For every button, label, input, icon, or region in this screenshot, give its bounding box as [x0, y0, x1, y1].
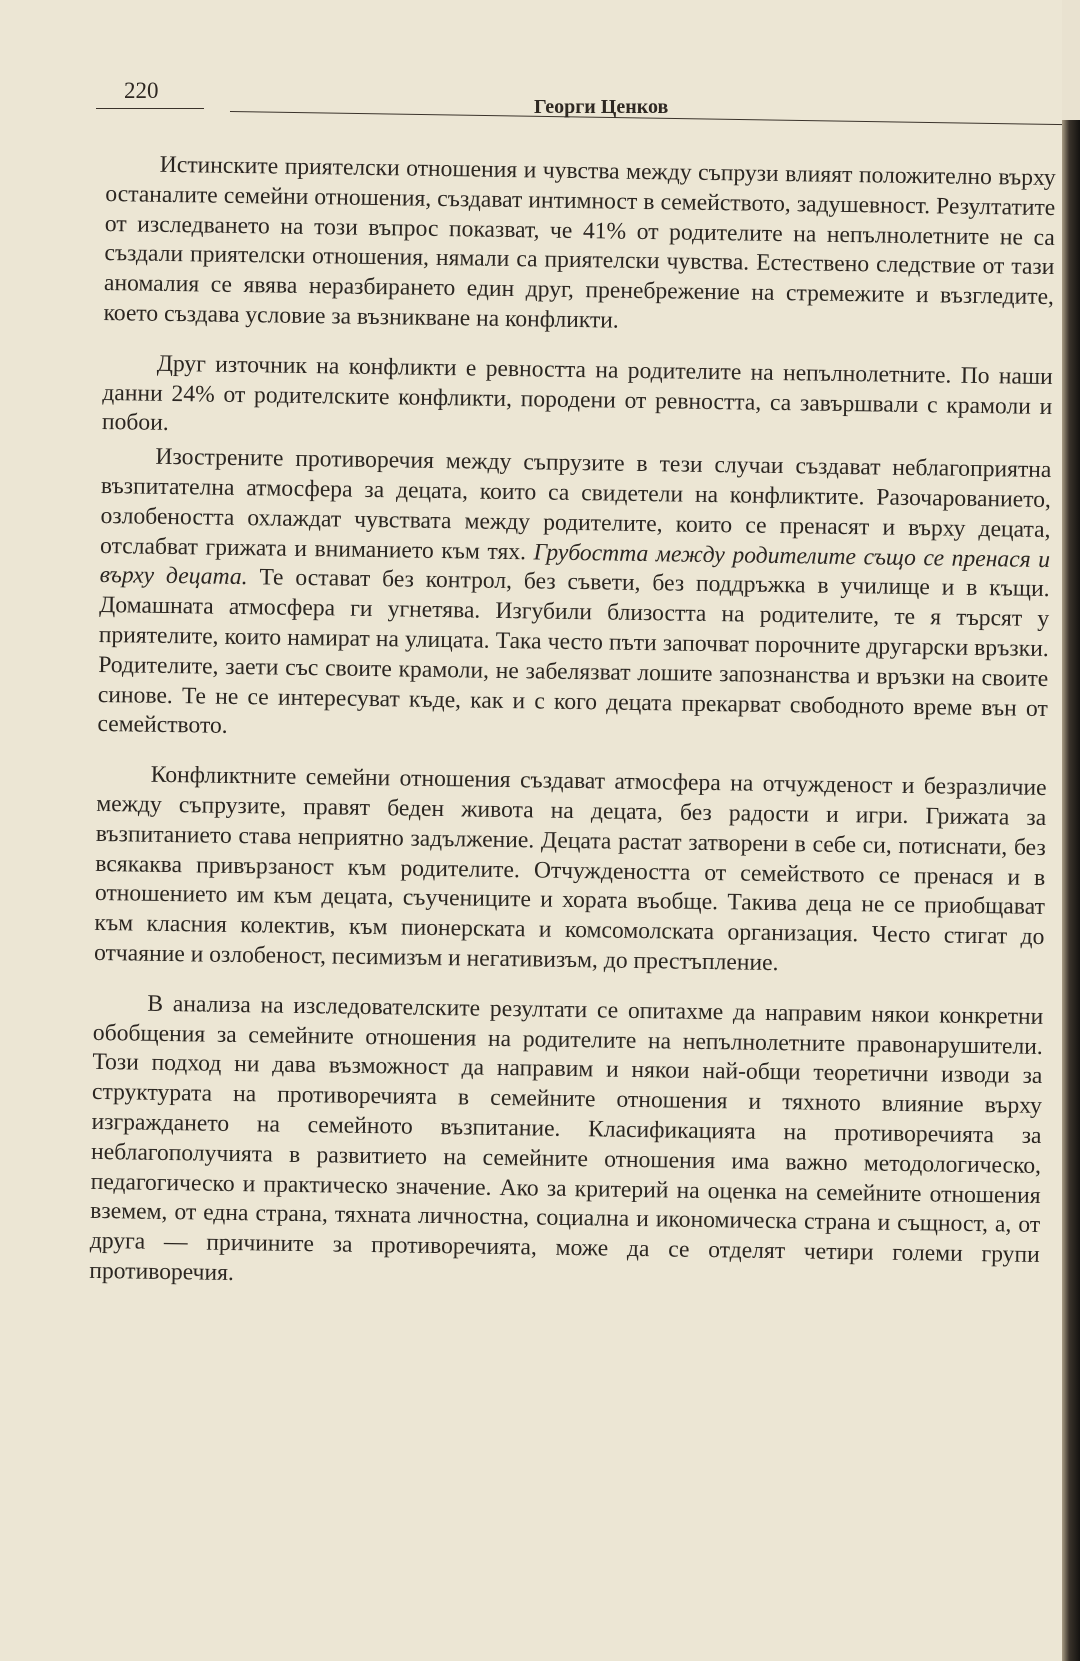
paragraph-jealousy: Друг източник на конфликти е ревността на родителите на непълнолетните. По наши данни 24% от родителските конфликти, породени от ревността, са завършвали с крамоли и побои. [101, 350, 1053, 437]
paragraph-friendly-relations: Истинските приятелски отношения и чувства между съпрузи влияят положително върху останалите семейни отношения, създават интимност в семейството, задушевност. Резултатите от изследването на този въпрос показват, че 41% от родителите на непълнолетните не са създали приятелски отношения, нямали са приятелски чувства. Естествено следствие от тази аномалия се явява неразбирането един друг, пренебрежение на стремежите и възгледите, което създава условие за възникване на конфликти. [103, 151, 1056, 334]
paragraph-contradictions [97, 442, 1051, 754]
paragraph-contradictions-emphasis: Грубостта между родителите също се пренася и върху децата. [99, 538, 1051, 591]
book-spine-shadow [1062, 120, 1080, 1661]
page-header [96, 78, 1066, 128]
paragraph-contradictions-start: Изострените противоречия между съпрузите в тези случаи създават неблагоприятна възпитателна атмосфера за децата, които са свидетели на конфликтите. Разочарованието, озлобеността охлаждат чувствата между родителите, които се пренасят и върху децата, отслабват грижата и вниманието към тях. [99, 443, 1052, 565]
paragraph-analysis: В анализа на изследователските резултати се опитахме да направим някои конкретни обобщения за семейните отношения на родителите на непълнолетните правонарушители. Този подход ни дава възможност да направим и някои най-общи теоретични изводи за структурата на противоречията в семейните отношения и тяхното влияние върху изграждането на семейното възпитание. Класификацията на противоречията за неблагополучията в развитието на семейните отношения има важно методологическо, педагогическо и практическо значение. Ако за критерий на оценка на семейните отношения вземем, от една страна, тяхната личностна, социална и икономическа страна и същност, а, от друга — причините за противоречията, може да се отделят четири големи групи противоречия. [89, 990, 1044, 1286]
header-rule-left [96, 108, 204, 109]
body-text [89, 150, 1056, 1301]
running-title: Георги Ценков [534, 96, 669, 118]
page-number: 220 [124, 78, 159, 103]
paragraph-conflict-atmosphere: Конфликтните семейни отношения създават атмосфера на отчужденост и безразличие между съпрузите, правят беден живота на децата, без радости и игри. Грижата за възпитанието става неприятно задължение. Децата растат затворени в себе си, потиснати, без всякаква привързаност към родителите. Отчуждеността от семейството се пренася и в отношението им към децата, съучениците и хората въобще. Такива деца не се приобщават към класния колектив, към пионерската и комсомолската организация. Често стигат до отчаяние и озлобеност, песимизъм и негативизъм, до престъпление. [93, 761, 1047, 976]
paragraph-contradictions-end: Те остават без контрол, без съвети, без поддръжка в училище и в къщи. Домашната атмосфера ги угнетява. Изгубили близостта на родителите, те я търсят у приятелите, които намират на улицата. Така често пъти започват порочните другарски връзки. Родителите, заети със своите крамоли, не забелязват лошите запознанства и връзки на своите синове. Те не се интересуват къде, как и с кого децата прекарват свободното време вън от семейството. [97, 564, 1050, 740]
